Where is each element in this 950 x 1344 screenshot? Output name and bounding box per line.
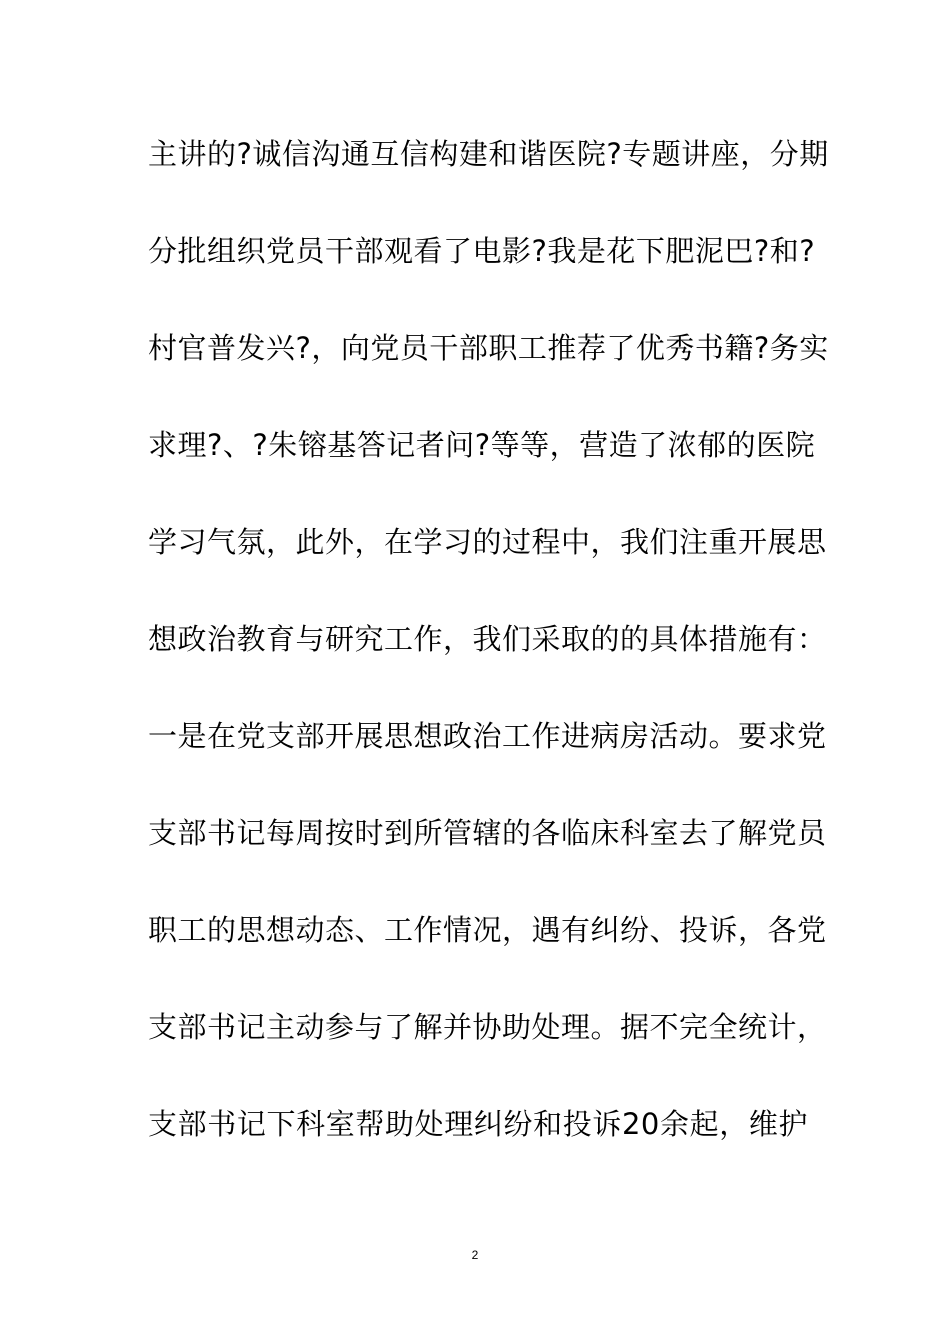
text-line-9: 职工的思想动态、工作情况，遇有纠纷、投诉，各党: [148, 913, 827, 947]
text-line-4: 求理?、?朱镕基答记者问?等等，营造了浓郁的医院: [148, 428, 816, 462]
body-text: [148, 125, 829, 1192]
text-line-10: 支部书记主动参与了解并协助处理。据不完全统计，: [148, 1010, 827, 1044]
text-line-1: 主讲的?诚信沟通互信构建和谐医院?专题讲座，分期: [148, 137, 829, 171]
text-line-6: 想政治教育与研究工作，我们采取的的具体措施有：: [148, 622, 827, 656]
text-line-8: 支部书记每周按时到所管辖的各临床科室去了解党员: [148, 816, 827, 850]
text-line-3: 村官普发兴?，向党员干部职工推荐了优秀书籍?务实: [148, 331, 829, 365]
text-line-5: 学习气氛，此外，在学习的过程中，我们注重开展思: [148, 525, 827, 559]
text-line-11: 支部书记下科室帮助处理纠纷和投诉20余起，维护: [148, 1107, 808, 1141]
text-line-7: 一是在党支部开展思想政治工作进病房活动。要求党: [148, 719, 827, 753]
text-line-2: 分批组织党员干部观看了电影?我是花下肥泥巴?和?: [148, 234, 816, 268]
page-number: 2: [471, 1248, 479, 1262]
